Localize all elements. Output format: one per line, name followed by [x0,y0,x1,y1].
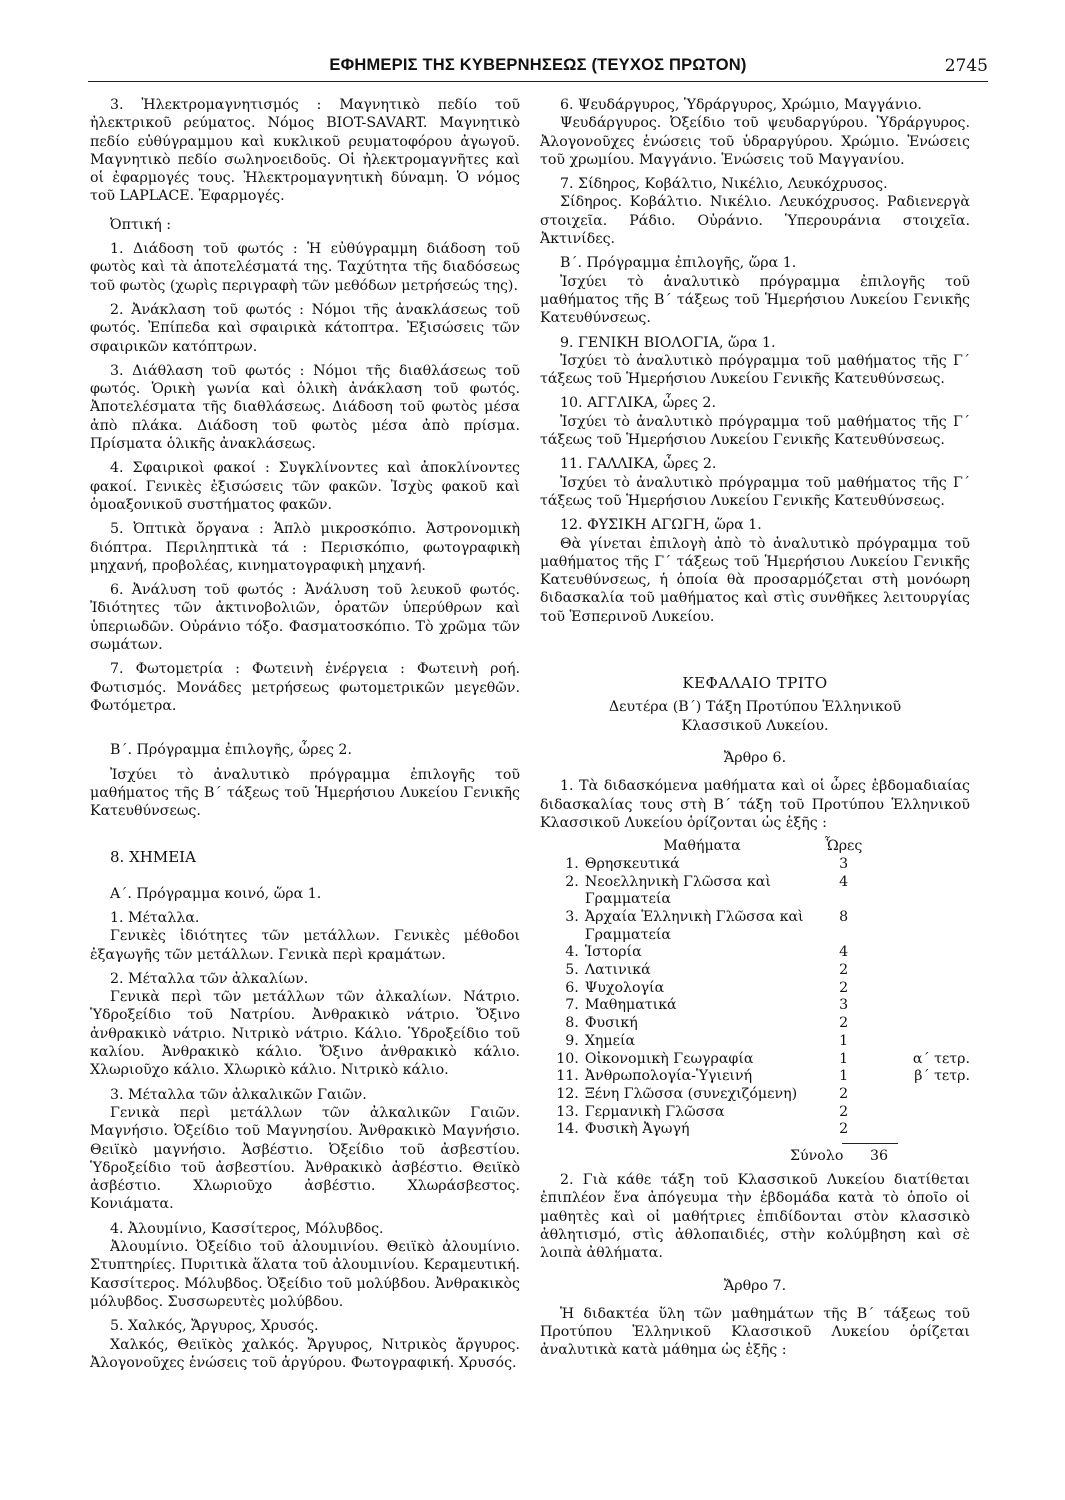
row-number: 4. [565,944,579,961]
table-row [540,1121,970,1139]
row-hours: 2 [839,1103,849,1120]
row-number: 13. [556,1103,579,1120]
chapter-subtitle-1: Δευτέρα (Β΄) Τάξη Προτύπου Ἑλληνικοῦ [608,699,902,716]
chem-4-title: 4. Ἀλουμίνιο, Κασσίτερος, Μόλυβδος. [110,1220,384,1237]
row-comment [868,1033,970,1051]
row-hours: 2 [839,1015,849,1032]
table-row [540,909,970,944]
chem-6-title: 6. Ψευδάργυρος, Ὑδράργυρος, Χρώμιο, Μαγγάνιο. [560,97,922,113]
optics-label: Ὀπτική : [110,216,172,233]
hours-column-header: Ὧρες [824,838,863,855]
chem-7-text: Σίδηρος. Κοβάλτιο. Νικέλιο. Λευκόχρυσος. Ραδιενεργὰ στοιχεῖα. Ράδιο. Οὐράνιο. Ὑπερουράνια στοιχεῖα. Ἀκτινίδες. [540,194,970,248]
row-hours: 3 [839,997,849,1014]
row-hours: 4 [839,873,849,890]
row-number: 14. [556,1121,579,1138]
chem-4-text: Ἀλουμίνιο. Ὀξείδιο τοῦ ἀλουμινίου. Θειϊκὸ ἀλουμίνιο. Στυπτηρίες. Πυριτικὰ ἅλατα τοῦ ἀλουμινίου. Κεραμευτική. Κασσίτερος. Μόλυβδος. Ὀξείδιο τοῦ μολύβδου. Ἀνθρακικὸς μόλυβδος. Συσσωρευτὲς μολύβδου. [90,1239,520,1310]
row-hours: 2 [839,962,849,979]
physics-b-text: Ἰσχύει τὸ ἀναλυτικὸ πρόγραμμα ἐπιλογῆς τοῦ μαθήματος τῆς Β΄ τάξεως τοῦ Ἡμερήσιου Λυκείου Γενικῆς Κατευθύνσεως. [90,766,520,820]
row-comment [868,944,970,962]
subjects-column-header: Μαθήματα [663,838,741,855]
optics-item-7: 7. Φωτομετρία : Φωτεινὴ ἐνέργεια : Φωτεινὴ ροή. Φωτισμός. Μονάδες μετρήσεως φωτομετρικῶν μεγεθῶν. Φωτόμετρα. [90,661,520,714]
total-label: Σύνολο [790,1148,844,1165]
total-value: 36 [870,1148,889,1165]
table-row [540,856,970,874]
table-row [540,997,970,1015]
row-subject: Φυσικὴ Ἀγωγή [584,1121,690,1138]
chapter-subtitle-2: Κλασσικοῦ Λυκείου. [681,717,829,734]
subject-rows [540,856,970,1139]
chem-1-title: 1. Μέταλλα. [110,909,200,926]
row-number: 8. [565,1015,579,1032]
left-column [90,96,520,1378]
row-number: 3. [565,908,579,925]
chem-1-text: Γενικὲς ἰδιότητες τῶν μετάλλων. Γενικὲς μέθοδοι ἐξαγωγῆς τῶν μετάλλων. Γενικὰ περὶ κραμάτων. [90,928,520,963]
right-column [540,96,970,1366]
english-heading: 10. ΑΓΓΛΙΚΑ, ὧρες 2. [560,395,716,412]
row-comment [868,997,970,1015]
row-hours: 3 [839,855,849,872]
optics-item-3: 3. Διάθλαση τοῦ φωτός : Νόμοι τῆς διαθλάσεως τοῦ φωτός. Ὁρικὴ γωνία καὶ ὁλικὴ ἀνάκλαση τοῦ φωτός. Ἀποτελέσματα τῆς διαθλάσεως. Διάδοση τοῦ φωτὸς μέσα ἀπὸ πλάκα. Διάδοση τοῦ φωτὸς μέσα ἀπὸ πρίσμα. Πρίσματα ὁλικῆς ἀνακλάσεως. [90,362,520,453]
row-subject: Ἱστορία [584,944,642,961]
row-subject: Ξένη Γλῶσσα (συνεχιζόμενη) [584,1085,798,1102]
table-row [540,1051,970,1069]
page-number: 2745 [944,56,988,76]
pe-text: Θὰ γίνεται ἐπιλογὴ ἀπὸ τὸ ἀναλυτικὸ πρόγραμμα τοῦ μαθήματος τῆς Γ΄ τάξεως τοῦ Ἡμερήσιου Λυκείου Γενικῆς Κατευθύνσεως, ἡ ὁποία θὰ προσαρμόζεται στὴ μονόωρη διδασκαλία τοῦ μαθήματος καὶ στὶς συνθῆκες λειτουργίας τοῦ Ἑσπερινοῦ Λυκείου. [540,535,970,625]
english-text: Ἰσχύει τὸ ἀναλυτικὸ πρόγραμμα τοῦ μαθήματος τῆς Γ΄ τάξεως τοῦ Ἡμερήσιου Λυκείου Γενικῆς Κατευθύνσεως. [540,413,970,449]
article-7-paragraph-1: Ἡ διδακτέα ὕλη τῶν μαθημάτων τῆς Β΄ τάξεως τοῦ Προτύπου Ἑλληνικοῦ Κλασσικοῦ Λυκείου ὁρίζεται ἀναλυτικὰ κατὰ μάθημα ὡς ἑξῆς : [540,1305,970,1359]
row-comment [868,1121,970,1139]
row-hours: 1 [839,1032,849,1049]
row-hours: 1 [839,1050,849,1067]
physics-b-heading: Β΄. Πρόγραμμα ἐπιλογῆς, ὧρες 2. [110,742,352,759]
row-subject: Ἀρχαία Ἑλληνικὴ Γλῶσσα καὶ Γραμματεία [584,908,804,943]
chem-6-text: Ψευδάργυρος. Ὀξείδιο τοῦ ψευδαργύρου. Ὑδράργυρος. Ἀλογονοῦχες ἑνώσεις τοῦ ὑδραργύρου. Χρώμιο. Ἑνώσεις τοῦ χρωμίου. Μαγγάνιο. Ἑνώσεις τοῦ Μαγγανίου. [540,115,970,168]
row-number: 5. [565,962,579,979]
biology-heading: 9. ΓΕΝΙΚΗ ΒΙΟΛΟΓΙΑ, ὥρα 1. [560,334,776,351]
row-comment: β΄ τετρ. [914,1068,970,1085]
french-heading: 11. ΓΑΛΛΙΚΑ, ὧρες 2. [560,456,717,473]
total-row [540,1143,970,1165]
chem-b-text: Ἰσχύει τὸ ἀναλυτικὸ πρόγραμμα ἐπιλογῆς τοῦ μαθήματος τῆς Β΄ τάξεως τοῦ Ἡμερήσιου Λυκείου Γενικῆς Κατευθύνσεως. [540,273,970,327]
row-subject: Φυσική [584,1015,638,1032]
table-row [540,1086,970,1104]
row-subject: Γερμανικὴ Γλῶσσα [584,1103,725,1120]
row-number: 7. [565,997,579,1014]
table-header-row [540,838,970,856]
row-number: 11. [556,1068,579,1085]
table-row [540,1033,970,1051]
row-hours: 1 [839,1068,849,1085]
french-text: Ἰσχύει τὸ ἀναλυτικὸ πρόγραμμα τοῦ μαθήματος τῆς Γ΄ τάξεως τοῦ Ἡμερήσιου Λυκείου Γενικῆς Κατευθύνσεως. [540,474,970,509]
row-comment [868,980,970,998]
row-hours: 2 [839,979,849,996]
article-6-paragraph-2: 2. Γιὰ κάθε τάξη τοῦ Κλασσικοῦ Λυκείου διατίθεται ἐπιπλέον ἕνα ἀπόγευμα τὴν ἑβδομάδα κατὰ τὸ ὁποῖο οἱ μαθητὲς καὶ οἱ μαθήτριες ἐπιδίδονται στὸν κλασσικὸ ἀθλητισμό, στὶς ἀθλοπαιδιές, στὴν κολύμβηση καὶ σὲ λοιπὰ ἀθλήματα. [540,1172,970,1262]
optics-item-6: 6. Ἀνάλυση τοῦ φωτός : Ἀνάλυση τοῦ λευκοῦ φωτός. Ἰδιότητες τῶν ἀκτινοβολιῶν, ὁρατῶν ὑπερύθρων καὶ ὑπεριωδῶν. Οὐράνιο τόξο. Φασματοσκόπιο. Τὸ χρῶμα τῶν σωμάτων. [90,582,520,654]
row-subject: Ψυχολογία [584,979,665,996]
row-subject: Οἰκονομικὴ Γεωγραφία [584,1050,754,1067]
biology-text: Ἰσχύει τὸ ἀναλυτικὸ πρόγραμμα τοῦ μαθήματος τῆς Γ΄ τάξεως τοῦ Ἡμερήσιου Λυκείου Γενικῆς Κατευθύνσεως. [540,352,970,388]
chemistry-heading: 8. ΧΗΜΕΙΑ [110,848,196,867]
article-6-title: Ἄρθρο 6. [723,749,787,766]
gazette-title: ΕΦΗΜΕΡΙΣ ΤΗΣ ΚΥΒΕΡΝΗΣΕΩΣ (ΤΕΥΧΟΣ ΠΡΩΤΟΝ) [329,56,747,74]
row-comment [868,874,970,909]
row-number: 9. [565,1032,579,1049]
subjects-hours-table [540,838,970,1139]
row-subject: Νεοελληνικὴ Γλῶσσα καὶ Γραμματεία [584,873,771,908]
table-row [540,874,970,909]
optics-item-5: 5. Ὀπτικὰ ὄργανα : Ἁπλὸ μικροσκόπιο. Ἀστρονομικὴ διόπτρα. Περιληπτικὰ τά : Περισκόπιο, φωτογραφικὴ μηχανή, προβολέας, κινηματογραφικὴ μηχανή. [90,521,520,574]
row-comment [868,909,970,944]
row-hours: 2 [839,1085,849,1102]
row-hours: 4 [839,944,849,961]
chemistry-a-heading: Α΄. Πρόγραμμα κοινό, ὥρα 1. [110,885,322,902]
row-comment [868,962,970,980]
row-subject: Μαθηματικά [584,997,677,1014]
table-row [540,980,970,998]
row-number: 1. [565,855,579,872]
row-subject: Θρησκευτικά [584,855,680,872]
pe-heading: 12. ΦΥΣΙΚΗ ΑΓΩΓΗ, ὥρα 1. [560,517,762,534]
row-subject: Χημεία [584,1032,636,1049]
chem-b-heading: Β΄. Πρόγραμμα ἐπιλογῆς, ὥρα 1. [560,255,797,272]
table-row [540,962,970,980]
row-hours: 2 [839,1121,849,1138]
chem-3-text: Γενικὰ περὶ μετάλλων τῶν ἀλκαλικῶν Γαιῶν. Μαγνήσιο. Ὀξείδιο τοῦ Μαγνησίου. Ἀνθρακικὸ Μαγνήσιο. Θειϊκὸ μαγνήσιο. Ἀσβέστιο. Ὀξείδιο τοῦ ἀσβεστίου. Ὑδροξείδιο τοῦ ἀσβεστίου. Ἀνθρακικὸ ἀσβέστιο. Θειϊκὸ ἀσβέστιο. Χλωριοῦχο ἀσβέστιο. Χλωράσβεστος. Κονιάματα. [90,1104,520,1213]
row-number: 10. [556,1050,579,1067]
row-subject: Λατινικά [584,962,651,979]
row-subject: Ἀνθρωπολογία-Ὑγιεινή [584,1068,753,1085]
table-row [540,1068,970,1086]
total-rule [842,1143,898,1144]
optics-item-2: 2. Ἀνάκλαση τοῦ φωτός : Νόμοι τῆς ἀνακλάσεως τοῦ φωτός. Ἐπίπεδα καὶ σφαιρικὰ κάτοπτρα. Ἐξισώσεις τῶν σφαιρικῶν κατόπτρων. [90,301,520,355]
row-comment: α΄ τετρ. [912,1050,970,1067]
row-comment [868,1104,970,1122]
row-comment [868,856,970,874]
page-header [88,52,988,80]
chem-2-text: Γενικὰ περὶ τῶν μετάλλων τῶν ἀλκαλίων. Νάτριο. Ὑδροξείδιο τοῦ Νατρίου. Ἀνθρακικὸ νάτριο. Ὄξινο ἀνθρακικὸ νάτριο. Νιτρικὸ νάτριο. Κάλιο. Ὑδροξείδιο τοῦ καλίου. Ἀνθρακικὸ κάλιο. Ὄξινο ἀνθρακικὸ κάλιο. Χλωριοῦχο κάλιο. Χλωρικὸ κάλιο. Νιτρικὸ κάλιο. [90,989,520,1079]
article-6-paragraph-1: 1. Τὰ διδασκόμενα μαθήματα καὶ οἱ ὧρες ἑβδομαδιαίας διδασκαλίας τους στὴ Β΄ τάξη τοῦ Προτύπου Ἑλληνικοῦ Κλασσικοῦ Λυκείου ὁρίζονται ὡς ἑξῆς : [540,778,970,831]
article-7-title: Ἄρθρο 7. [723,1277,787,1294]
optics-item-1: 1. Διάδοση τοῦ φωτός : Ἡ εὐθύγραμμη διάδοση τοῦ φωτὸς καὶ τὰ ἀποτελέσματά της. Ταχύτητα τῆς διαδόσεως τοῦ φωτὸς (χωρὶς περιγραφὴ τῶν μεθόδων μετρήσεώς της). [90,241,520,294]
row-hours: 8 [839,908,849,925]
chem-7-title: 7. Σίδηρος, Κοβάλτιο, Νικέλιο, Λευκόχρυσος. [560,176,888,193]
electromagnetism-paragraph: 3. Ἠλεκτρομαγνητισμός : Μαγνητικὸ πεδίο τοῦ ἠλεκτρικοῦ ρεύματος. Νόμος BIOT-SAVART. Μαγνητικὸ πεδίο εὐθύγραμμου καὶ κυκλικοῦ ρευματοφόρου ἀγωγοῦ. Μαγνητικὸ πεδίο σωληνοειδοῦς. Οἱ ἠλεκτρομαγνῆτες καὶ οἱ ἐφαρμογές τους. Ἠλεκτρομαγνητικὴ δύναμη. Ὁ νόμος τοῦ LAPLACE. Ἐφαρμογές. [90,97,520,205]
table-row [540,944,970,962]
row-comment [868,1086,970,1104]
optics-item-4: 4. Σφαιρικοὶ φακοί : Συγκλίνοντες καὶ ἀποκλίνοντες φακοί. Γενικὲς ἐξισώσεις τῶν φακῶν. Ἰσχὺς φακοῦ καὶ ὁμοαξονικοῦ συστήματος φακῶν. [90,460,520,513]
chem-5-title: 5. Χαλκός, Ἄργυρος, Χρυσός. [110,1318,319,1335]
table-row [540,1015,970,1033]
row-number: 6. [565,979,579,996]
chem-2-title: 2. Μέταλλα τῶν ἀλκαλίων. [110,970,309,987]
row-number: 12. [556,1085,579,1102]
header-rule [88,81,988,82]
table-row [540,1104,970,1122]
row-comment [868,1015,970,1033]
chem-5-text: Χαλκός, Θειϊκὸς χαλκός. Ἄργυρος, Νιτρικὸς ἄργυρος. Ἀλογονοῦχες ἑνώσεις τοῦ ἀργύρου. Φωτογραφική. Χρυσός. [90,1336,520,1371]
chem-3-title: 3. Μέταλλα τῶν ἀλκαλικῶν Γαιῶν. [110,1086,367,1103]
chapter-title: ΚΕΦΑΛΑΙΟ ΤΡΙΤΟ [682,674,828,693]
row-number: 2. [565,873,579,890]
